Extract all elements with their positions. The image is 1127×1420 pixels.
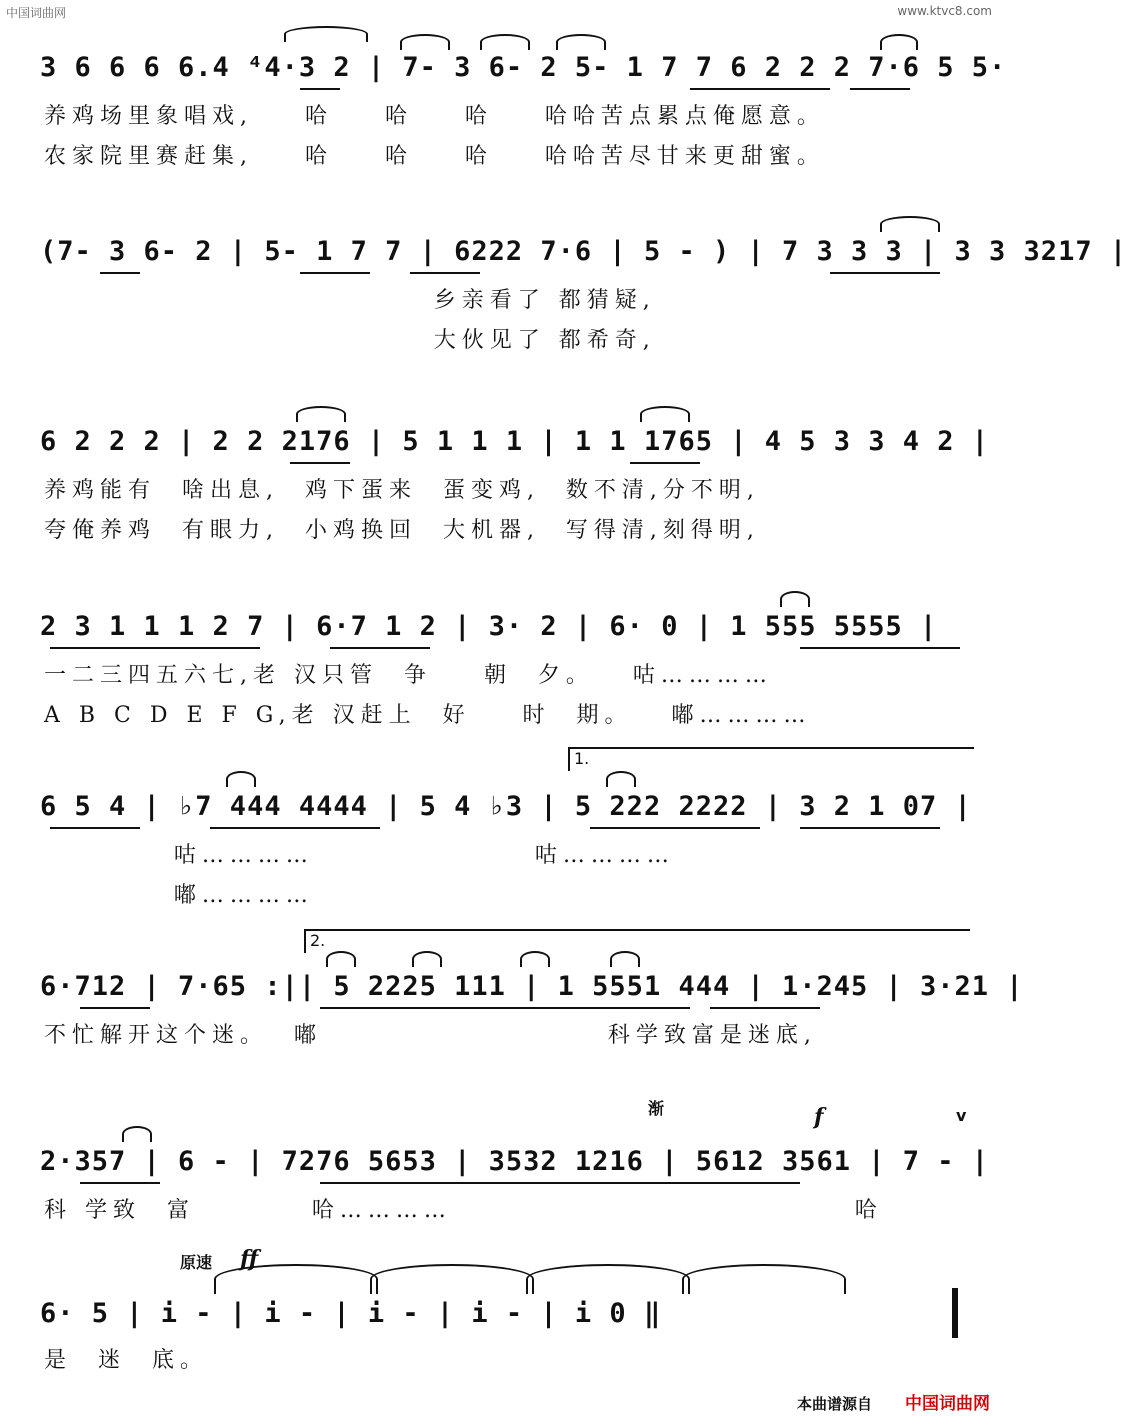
volta-1: 1. [568,747,974,771]
watermark-left: 中国词曲网 [6,6,67,20]
tie [682,1264,846,1294]
lyric-verse-2: 大伙见了 都希奇, [44,328,656,353]
lyric-verse-1: 乡亲看了 都猜疑, [44,288,656,313]
slur [610,951,640,967]
gradual-mark: 渐 [648,1099,665,1118]
lyric-verse-1: 科 学致 富 哈………… 哈 [44,1198,883,1223]
lyric-verse-2: 夸俺养鸡 有眼力, 小鸡换回 大机器, 写得清,刻得明, [44,518,760,543]
slur [400,34,450,50]
slur [296,406,346,422]
notation-line: 3 6 6 6 6.4 ⁴4·3 2 | 7- 3 6- 2 5- 1 7 7 6 2 2 2 7·6 5 5· [40,52,1007,83]
final-barline [952,1288,958,1338]
lyric-verse-1: 养鸡场里象唱戏, 哈 哈 哈 哈哈苦点累点俺愿意。 [44,104,825,129]
slur [606,771,636,787]
notation-line: 6 5 4 | ♭7 444 4444 | 5 4 ♭3 | 5 222 2222 | 3 2 1 07 | [40,791,972,822]
slur [880,216,940,232]
fermata [780,591,810,607]
lyric-verse-2: 农家院里赛赶集, 哈 哈 哈 哈哈苦尽甘来更甜蜜。 [44,144,825,169]
notation-line: 6·712 | 7·65 :|| 5 2225 111 | 1 5551 444 | 1·245 | 3·21 | [40,971,1024,1002]
footer-site-link[interactable]: 中国词曲网 [905,1394,990,1414]
tie [214,1264,378,1294]
slur [122,1126,152,1142]
notation-line: 6 2 2 2 | 2 2 2176 | 5 1 1 1 | 1 1 1765 | 4 5 3 3 4 2 | [40,426,990,457]
slur [880,34,918,50]
slur [326,951,356,967]
footer-source: 本曲谱源自 [796,1395,872,1413]
lyric-verse-1: 是 迷 底。 [44,1348,208,1373]
notation-line: (7- 3 6- 2 | 5- 1 7 7 | 6222 7·6 | 5 - ) | 7 3 3 3 | 3 3 3217 | [40,236,1127,267]
dynamic-ff: ff [240,1246,259,1272]
lyric-verse-2: 嘟………… [44,883,314,908]
slur [284,26,368,42]
lyric-verse-1: 养鸡能有 啥出息, 鸡下蛋来 蛋变鸡, 数不清,分不明, [44,478,760,503]
tie [526,1264,690,1294]
lyric-verse-1: 咕………… 咕………… [44,843,675,868]
volta-2: 2. [304,929,970,953]
tie [370,1264,534,1294]
notation-line: 2 3 1 1 1 2 7 | 6·7 1 2 | 3· 2 | 6· 0 | 1 555 5555 | [40,611,938,642]
slur [520,951,550,967]
dynamic-f: f [814,1104,824,1130]
notation-line: 2·357 | 6 - | 7276 5653 | 3532 1216 | 5612 3561 | 7 - | [40,1146,990,1177]
notation-line: 6· 5 | i - | i - | i - | i - | i 0 ‖ [40,1298,662,1329]
original-tempo-mark: 原速 [180,1253,213,1272]
lyric-verse-2: A B C D E F G,老 汉赶上 好 时 期。 嘟………… [44,703,812,728]
lyric-verse-1: 不忙解开这个迷。 嘟 科学致富是迷底, [44,1023,817,1048]
watermark-right: www.ktvc8.com [897,4,992,18]
accent-mark: v [956,1106,967,1125]
slur [556,34,606,50]
slur [480,34,530,50]
slur [226,771,256,787]
slur [640,406,690,422]
slur [412,951,442,967]
lyric-verse-1: 一二三四五六七,老 汉只管 争 朝 夕。 咕………… [44,663,773,688]
